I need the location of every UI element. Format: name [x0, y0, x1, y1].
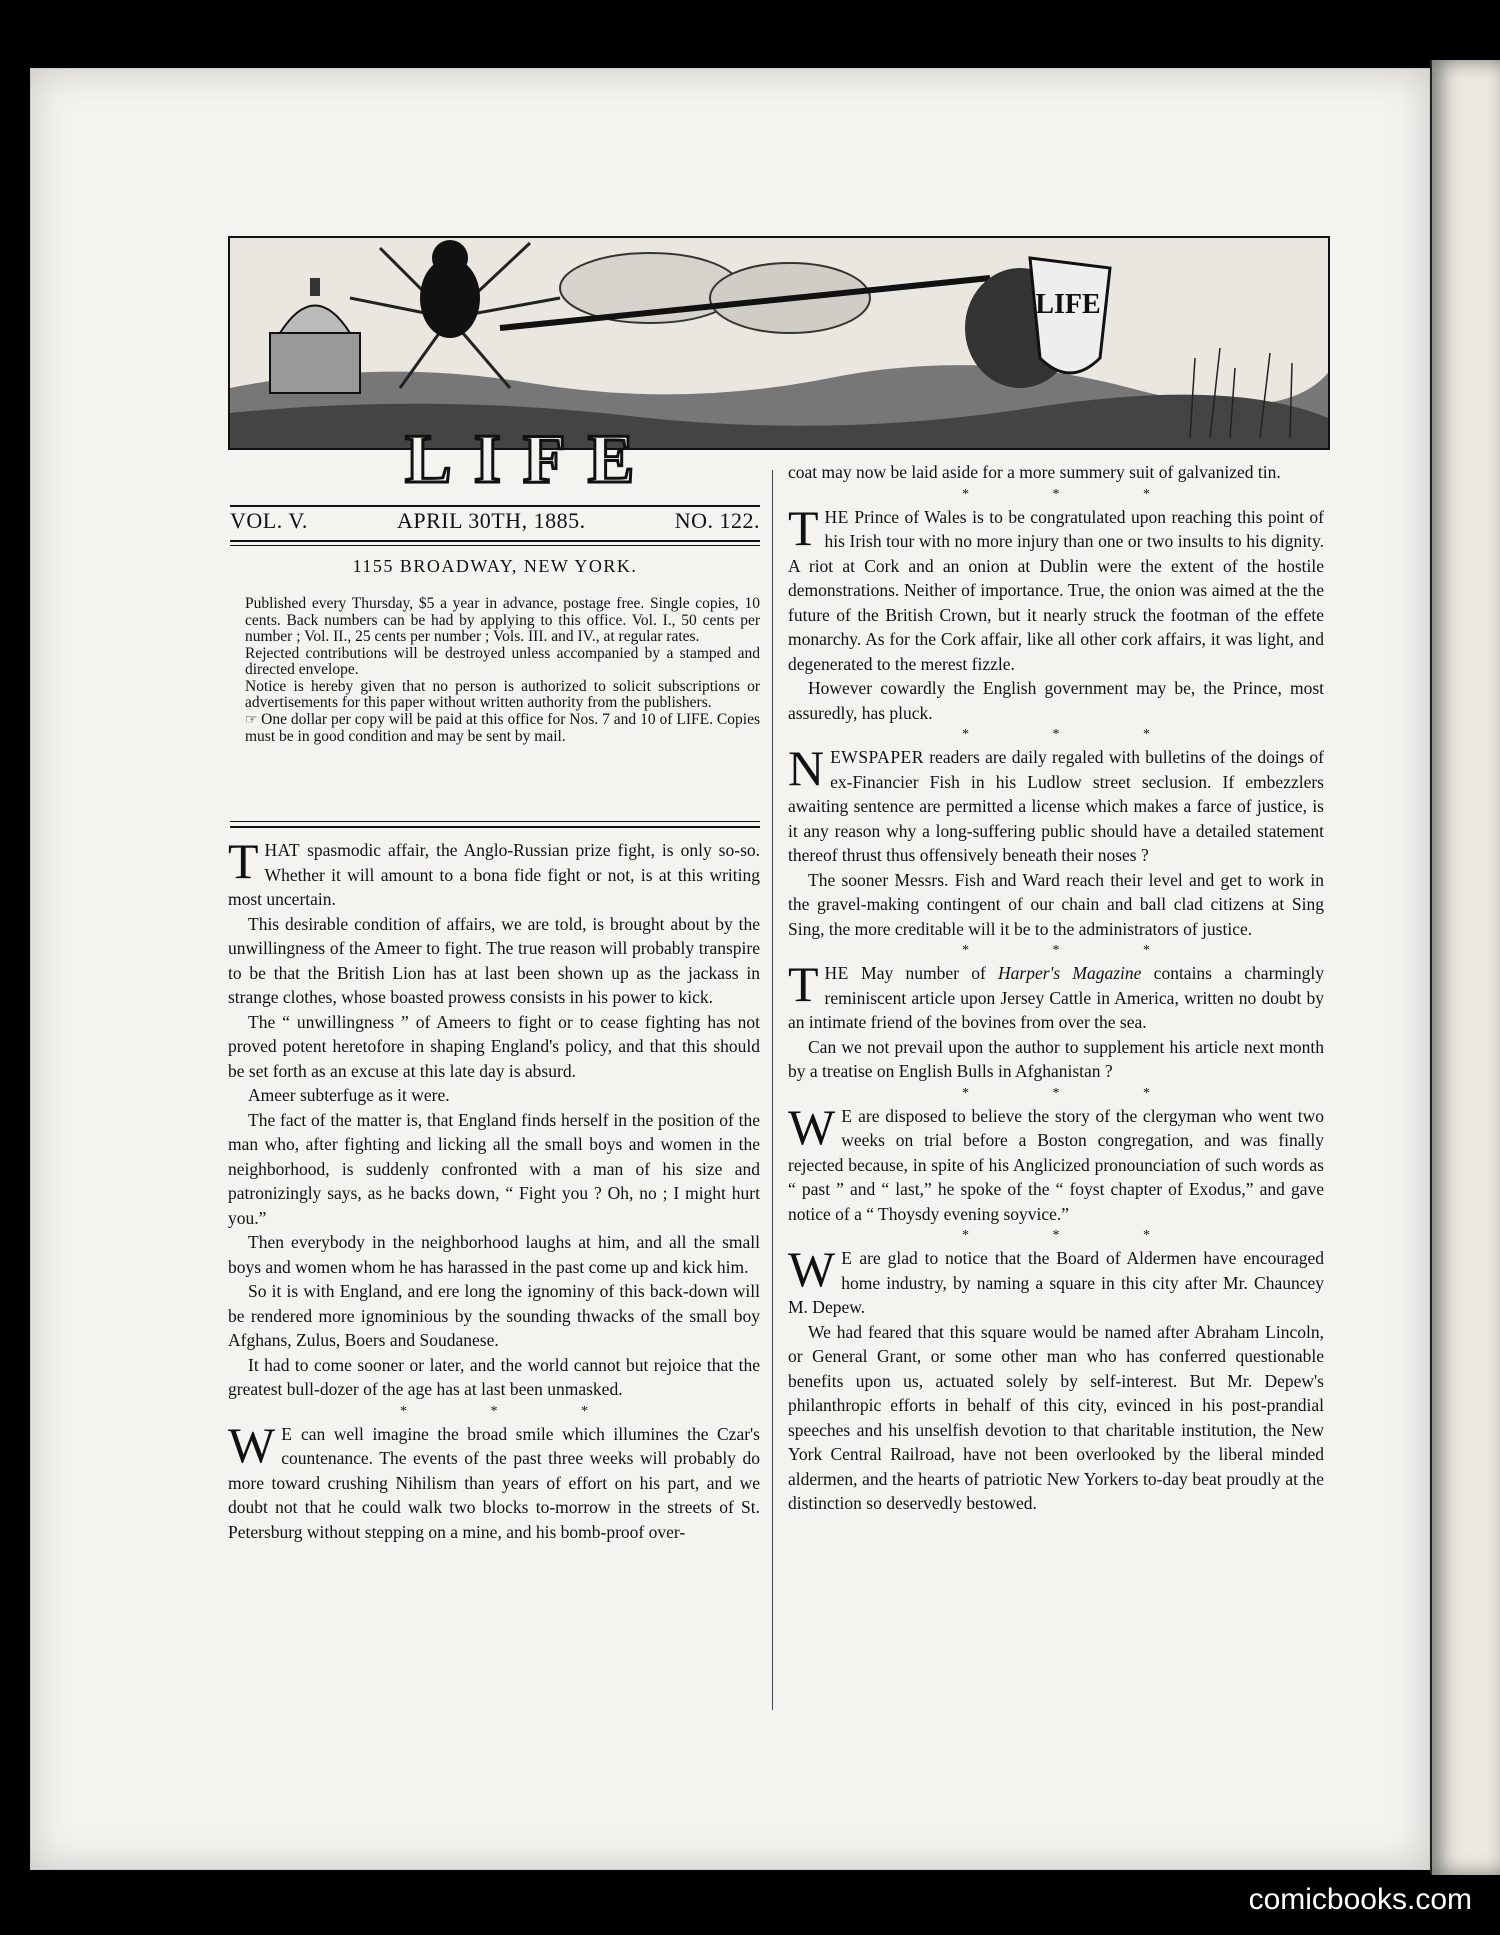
- drop-cap: T: [788, 956, 819, 1012]
- paragraph: The fact of the matter is, that England finds herself in the position of the man who, after fighting and licking all the small boys and women in the neighborhood, is suddenly confronted with a man of his size and patronizingly says, as he backs down, “ Fight you ? Oh, no ; I might hurt you.”: [228, 1109, 760, 1228]
- notice-authority: Notice is hereby given that no person is authorized to solicit subscriptions or advertisements for this paper without written authority from the publishers.: [245, 677, 760, 711]
- masthead-logo: LIFE: [405, 421, 657, 498]
- notice-reward-text: One dollar per copy will be paid at this office for Nos. 7 and 10 of LIFE. Copies must be in good condition and may be sent by mail.: [245, 710, 760, 745]
- volume: VOL. V.: [230, 508, 308, 533]
- rule-under-issue: [230, 540, 760, 542]
- article-clergyman: [788, 1098, 1325, 1227]
- article-aldermen: [788, 1241, 1324, 1320]
- paragraph: May number of: [861, 963, 986, 983]
- paragraph: Can we not prevail upon the author to supplement his article next month by a treatise on English Bulls in Afghanistan ?: [788, 1036, 1324, 1081]
- lead-caps: E: [841, 1105, 853, 1126]
- section-stars: * * *: [962, 727, 1190, 742]
- address: 1155 BROADWAY, NEW YORK.: [352, 556, 638, 576]
- article-anglo-russian-p1: [228, 833, 761, 912]
- drop-cap: W: [228, 1416, 276, 1473]
- lead-caps: HE: [824, 963, 849, 983]
- next-page-edge: [1432, 60, 1500, 1875]
- shield-text: LIFE: [1035, 289, 1101, 320]
- paragraph: spasmodic affair, the Anglo-Russian prize fight, is only so-so. Whether it will amount to a bona fide fight or not, is at this writing most uncertain.: [228, 840, 761, 909]
- lead-caps: HAT: [264, 840, 301, 860]
- magazine-title: Harper's Magazine: [998, 963, 1142, 983]
- drop-cap: W: [788, 1098, 836, 1155]
- masthead-illustration: [228, 236, 1330, 450]
- paragraph: Then everybody in the neighborhood laughs at him, and all the small boys and women whom he has harassed in the past come up and kick him.: [228, 1232, 760, 1277]
- rule-under-issue-thin: [230, 545, 760, 546]
- paragraph: So it is with England, and ere long the ignominy of this back-down will be rendered more ignominious by the sounding thwacks of the small boy Afghans, Zulus, Boers and Soudanese.: [228, 1281, 760, 1350]
- section-stars: * * *: [962, 486, 1190, 502]
- rule-top: [230, 505, 760, 507]
- continued-paragraph: coat may now be laid aside for a more summery suit of galvanized tin.: [788, 462, 1281, 482]
- article-prince-of-wales: [788, 499, 1325, 677]
- drop-cap: T: [788, 499, 819, 556]
- drop-cap: T: [228, 833, 259, 889]
- notice-rejected: Rejected contributions will be destroyed unless accompanied by a stamped and directed envelope.: [245, 644, 760, 678]
- section-stars: * * *: [962, 1228, 1190, 1243]
- rule-notice-1: [230, 821, 760, 822]
- column-divider: [772, 470, 773, 1710]
- notice-subscription: Published every Thursday, $5 a year in advance, postage free. Single copies, 10 cents. Back numbers can be had by applying to this office. Vol. I., 50 cents per number ; Vol. II., 25 cents per number ; Vols. III. and IV., at regular rates.: [245, 595, 760, 645]
- paragraph: It had to come sooner or later, and the world cannot but rejoice that the greatest bull-dozer of the age has at last been unmasked.: [228, 1354, 760, 1399]
- lead-caps: HE: [824, 506, 849, 527]
- issue-date: APRIL 30TH, 1885.: [397, 508, 586, 533]
- left-column: [228, 833, 761, 1544]
- rule-notice-2: [230, 826, 760, 828]
- lead-caps: E: [281, 1423, 293, 1444]
- article-newspaper: [788, 740, 1324, 868]
- paragraph: contains a charmingly reminiscent article upon Jersey Cattle in America, written no doubt by an intimate friend of the bovines from over the sea.: [788, 963, 1324, 1032]
- section-stars: * * *: [400, 1403, 628, 1419]
- issue-line: [230, 508, 760, 538]
- lead-caps: EWSPAPER: [830, 747, 924, 767]
- paragraph: However cowardly the English government may be, the Prince, most assuredly, has pluck.: [788, 678, 1324, 723]
- article-czar-p1: [228, 1416, 760, 1545]
- section-stars: * * *: [962, 1085, 1190, 1101]
- paragraph: readers are daily regaled with bulletins of the doings of ex-Financier Fish in his Ludlow street seclusion. If embezzlers awaiting sentence are permitted a license which makes a farce of justice, is it any reason why a long-suffering public should have a detailed statement thereof thrust thus offensively beneath their noses ?: [788, 747, 1324, 865]
- notice-reward: [245, 712, 760, 746]
- paragraph: Prince of Wales is to be congratulated upon reaching this point of his Irish tour with no more injury than one or two insults to his dignity. A riot at Cork and an onion at Dublin were the extent of the hostile demonstrations. Neither of importance. True, the onion was aimed at the the future of the British Crown, but it nearly struck the footman of the effete monarchy. As for the Cork affair, like all other cork affairs, it was light, and degenerated to the merest fizzle.: [788, 506, 1325, 674]
- watermark: comicbooks.com: [1248, 1883, 1472, 1916]
- lead-caps: E: [841, 1248, 853, 1268]
- pointing-hand-icon: ☞: [245, 712, 262, 728]
- section-stars: * * *: [962, 943, 1190, 958]
- drop-cap: N: [788, 740, 825, 796]
- paragraph: The sooner Messrs. Fish and Ward reach their level and get to work in the gravel-making contingent of our chain and ball clad citizens at Sing Sing, the more creditable will it be to the administrators of justice.: [788, 869, 1324, 939]
- issue-number: NO. 122.: [674, 508, 760, 533]
- paragraph: We had feared that this square would be named after Abraham Lincoln, or General Grant, or some other man who has conferred questionable benefits upon us, actuated solely by self-interest. But Mr. Depew's philanthropic efforts in behalf of this city, evinced in his post-prandial speeches and his unselfish devotion to that charitable institution, the New York Central Railroad, have not been overlooked by the liberal minded aldermen, and the hearts of patriotic New Yorkers to-day beat proudly at the distinction so deservedly bestowed.: [788, 1321, 1324, 1513]
- drop-cap: W: [788, 1241, 836, 1297]
- paragraph: can well imagine the broad smile which illumines the Czar's countenance. The events of the past three weeks will probably do more toward crushing Nihilism than years of effort on his part, and we doubt not that he could walk two blocks to-morrow in the streets of St. Petersburg without stepping on a mine, and his bomb-proof over-: [228, 1423, 760, 1542]
- paragraph: Ameer subterfuge as it were.: [248, 1085, 450, 1105]
- paragraph: This desirable condition of affairs, we are told, is brought about by the unwillingness of the Ameer to fight. The true reason will probably transpire to be that the British Lion has at last been shown up as the jackass in strange clothes, whose boasted prowess consists in his power to kick.: [228, 913, 760, 1007]
- paragraph: are disposed to believe the story of the clergyman who went two weeks on trial before a Boston congregation, and was finally rejected because, in spite of his Anglicized pronounciation of such words as “ past ” and “ last,” he spoke of the “ foyst chapter of Exodus,” and gave notice of a “ Thoysdy evening soyvice.”: [788, 1105, 1325, 1224]
- paragraph: The “ unwillingness ” of Ameers to fight or to cease fighting has not proved potent heretofore in shaping England's policy, and that this should be set forth as an excuse at this late day is absurd.: [228, 1011, 760, 1081]
- publication-notice: [245, 596, 760, 746]
- paragraph: are glad to notice that the Board of Aldermen have encouraged home industry, by naming a square in this city after Mr. Chauncey M. Depew.: [788, 1248, 1324, 1317]
- right-column: [788, 460, 1324, 1516]
- article-harpers: [788, 956, 1324, 1035]
